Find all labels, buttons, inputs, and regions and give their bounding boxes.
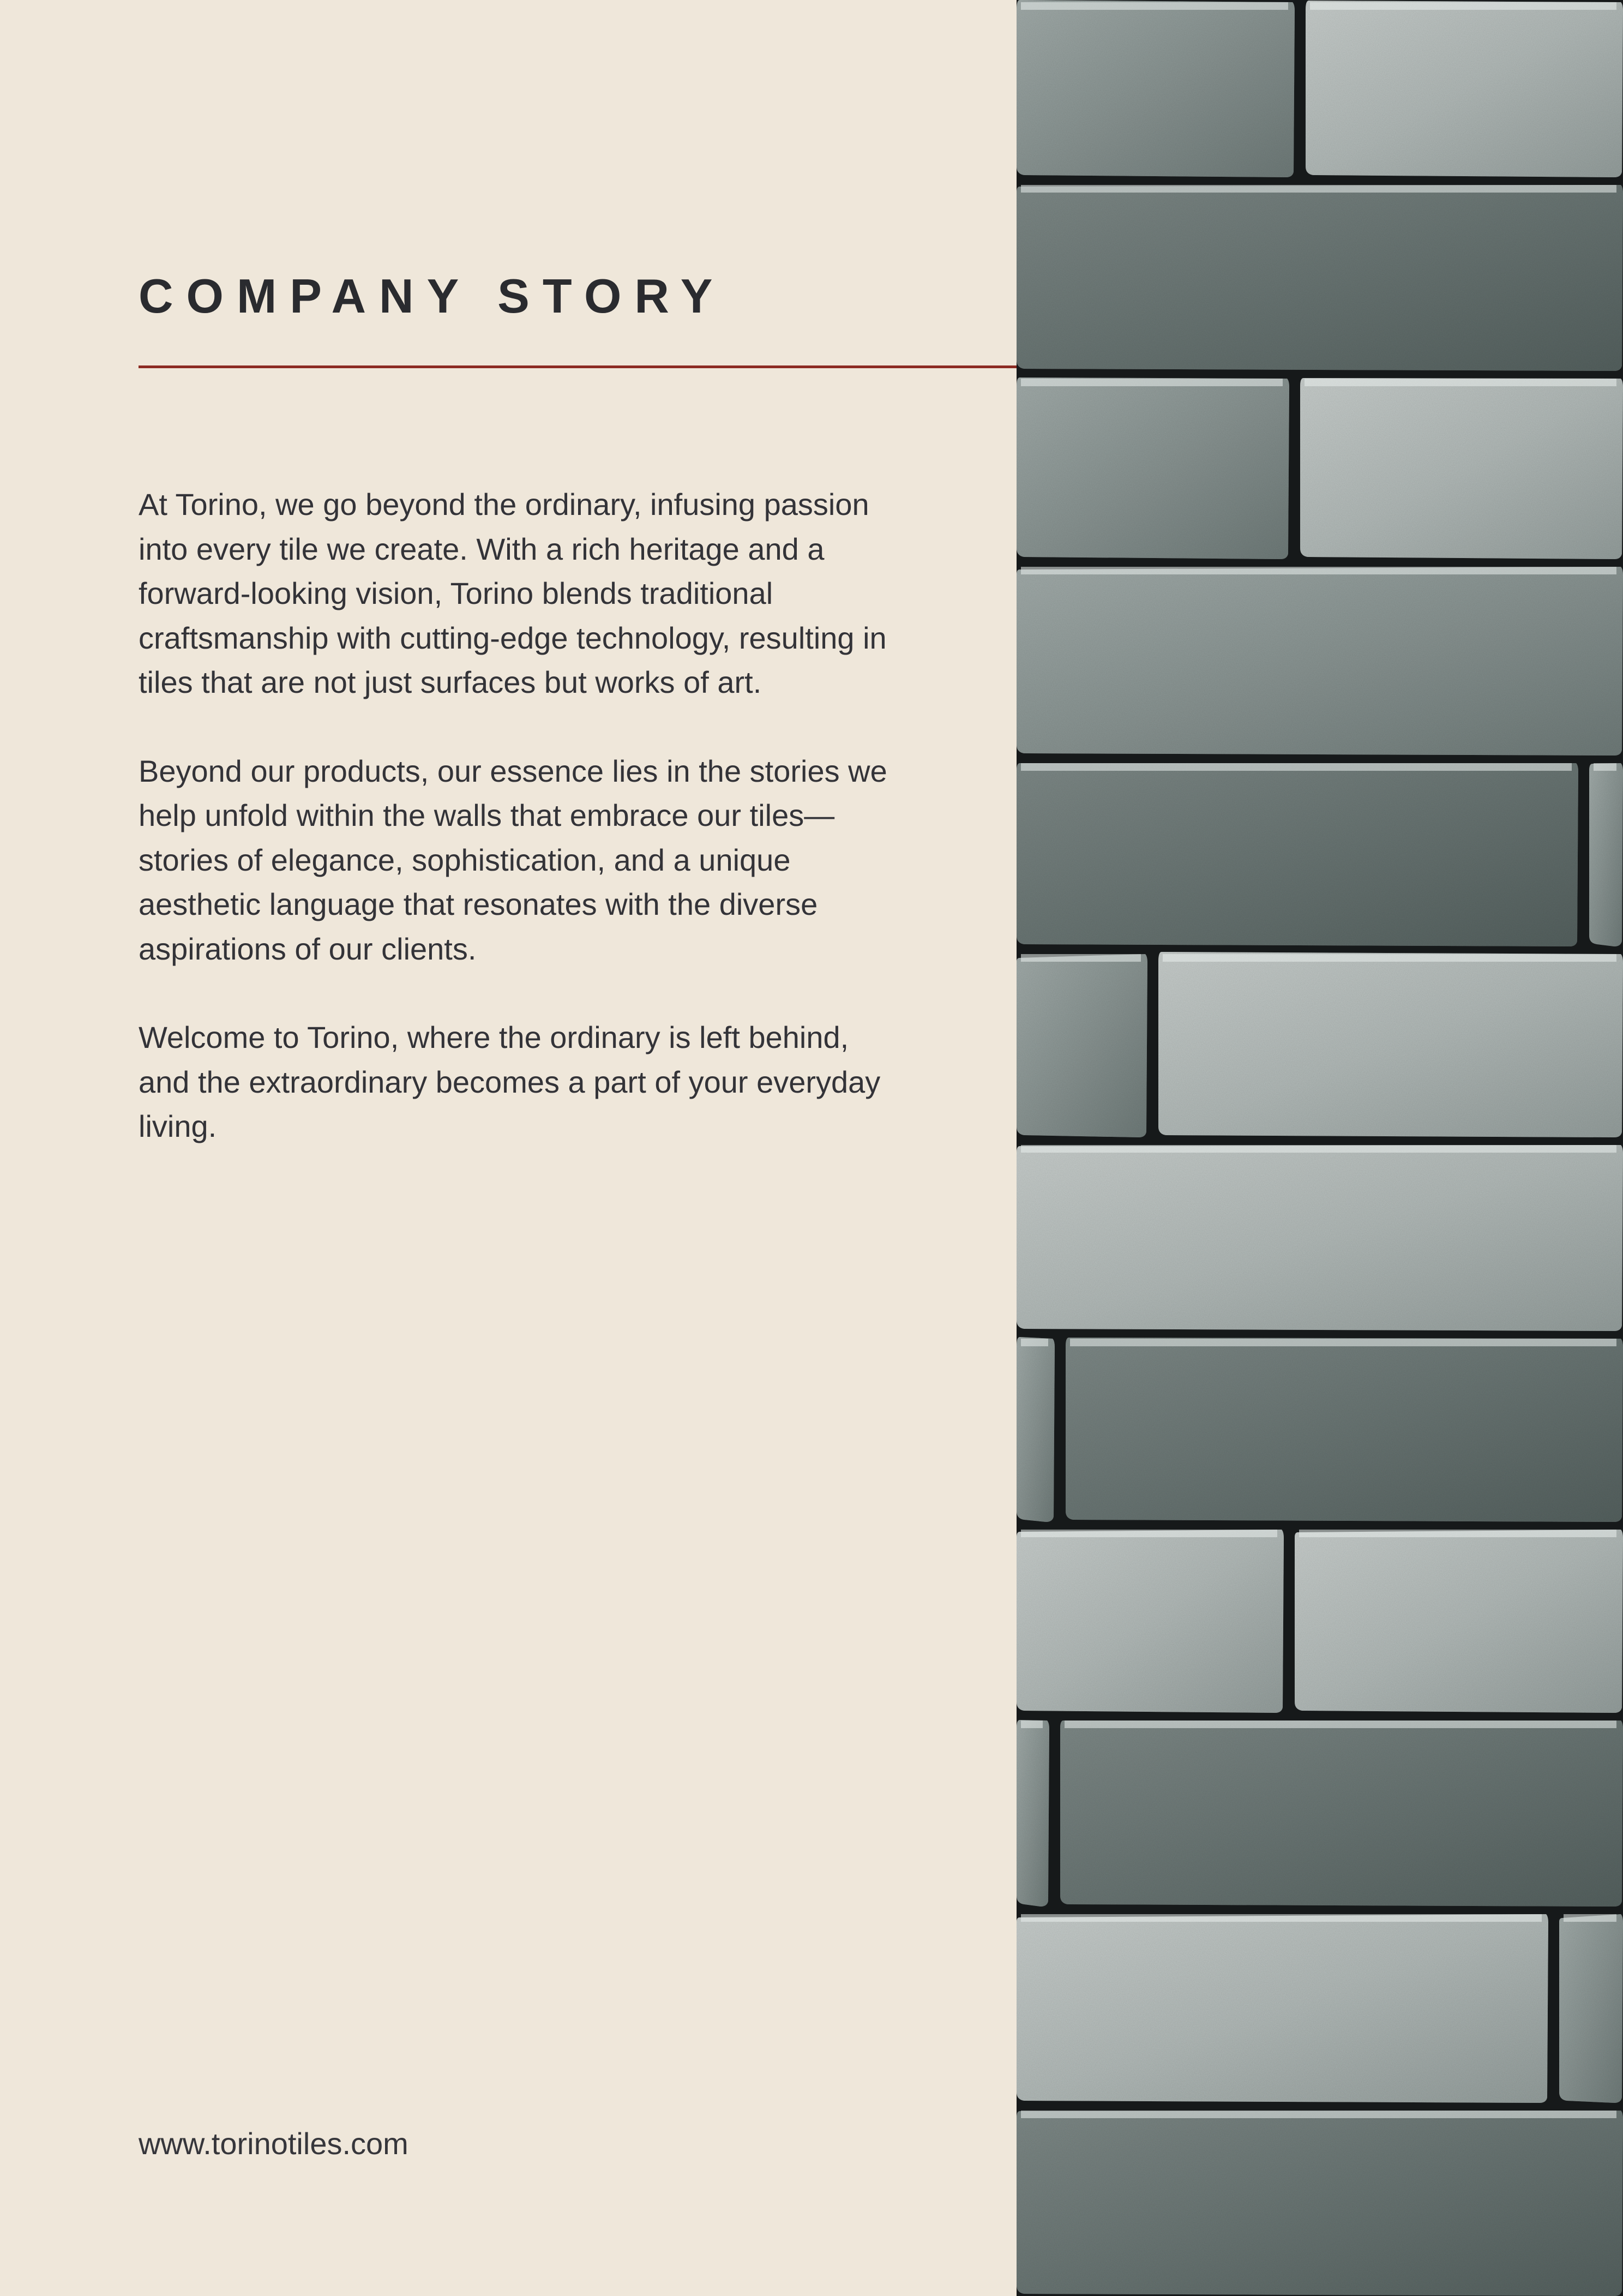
- stone-highlight: [1021, 185, 1616, 193]
- stone-brick: [1559, 1914, 1623, 2103]
- stone-highlight: [1299, 1530, 1616, 1537]
- story-body: [139, 482, 902, 1193]
- stone-brick: [1158, 952, 1623, 1137]
- stone-highlight: [1021, 379, 1283, 386]
- stacked-stone-bricks-photo: [1017, 0, 1623, 2296]
- title-divider: [139, 365, 1017, 368]
- story-paragraph-3: Welcome to Torino, where the ordinary is left behind, and the extraordinary becomes a part of your everyday living.: [139, 1020, 881, 1143]
- stone-brick: [1017, 185, 1623, 371]
- stone-highlight: [1021, 1720, 1043, 1728]
- stone-brick: [1017, 1337, 1055, 1522]
- stone-highlight: [1021, 1530, 1277, 1537]
- story-paragraph-1: At Torino, we go beyond the ordinary, infusing passion into every tile we create. With a rich heritage and a forward-looking vision, Torino blends traditional craftsmanship with cutting-edge technology, resulting in tiles that are not just surfaces but works of art.: [139, 487, 887, 699]
- stone-brick: [1017, 2111, 1623, 2296]
- stone-brick: [1060, 1720, 1623, 1907]
- stone-brick: [1589, 763, 1623, 946]
- stone-highlight: [1021, 2111, 1616, 2118]
- stone-highlight: [1021, 567, 1616, 574]
- website-link[interactable]: www.torinotiles.com: [139, 2126, 408, 2161]
- stone-brick: [1017, 0, 1295, 177]
- stone-brick: [1017, 1914, 1548, 2103]
- stone-highlight: [1021, 954, 1141, 962]
- stone-highlight: [1065, 1720, 1616, 1728]
- stone-brick: [1017, 567, 1623, 756]
- stone-highlight: [1021, 763, 1572, 771]
- stone-brick: [1017, 1145, 1623, 1331]
- stone-highlight: [1564, 1914, 1616, 1922]
- stone-highlight: [1305, 379, 1616, 386]
- story-paragraph-2: Beyond our products, our essence lies in the stories we help unfold within the walls that embrace our tiles—stories of elegance, sophistication, and a unique aesthetic language that resonates with the diverse aspirations of our clients.: [139, 753, 887, 966]
- stone-brick: [1017, 1530, 1284, 1713]
- stone-highlight: [1021, 2, 1288, 10]
- stone-brick: [1066, 1338, 1623, 1522]
- stone-brick: [1017, 954, 1147, 1137]
- stone-wall-image: [1017, 0, 1623, 2296]
- stone-highlight: [1021, 1914, 1542, 1922]
- stone-highlight: [1021, 1145, 1616, 1153]
- stone-highlight: [1070, 1339, 1616, 1346]
- page-title: COMPANY STORY: [139, 269, 726, 323]
- stone-highlight: [1163, 954, 1616, 962]
- stone-brick: [1300, 378, 1623, 559]
- stone-highlight: [1594, 763, 1616, 771]
- stone-brick: [1017, 377, 1289, 559]
- stone-brick: [1017, 763, 1578, 946]
- stone-brick: [1295, 1530, 1623, 1713]
- stone-brick: [1306, 1, 1623, 177]
- stone-brick: [1017, 1720, 1049, 1907]
- stone-highlight: [1310, 2, 1616, 10]
- stone-highlight: [1021, 1339, 1048, 1346]
